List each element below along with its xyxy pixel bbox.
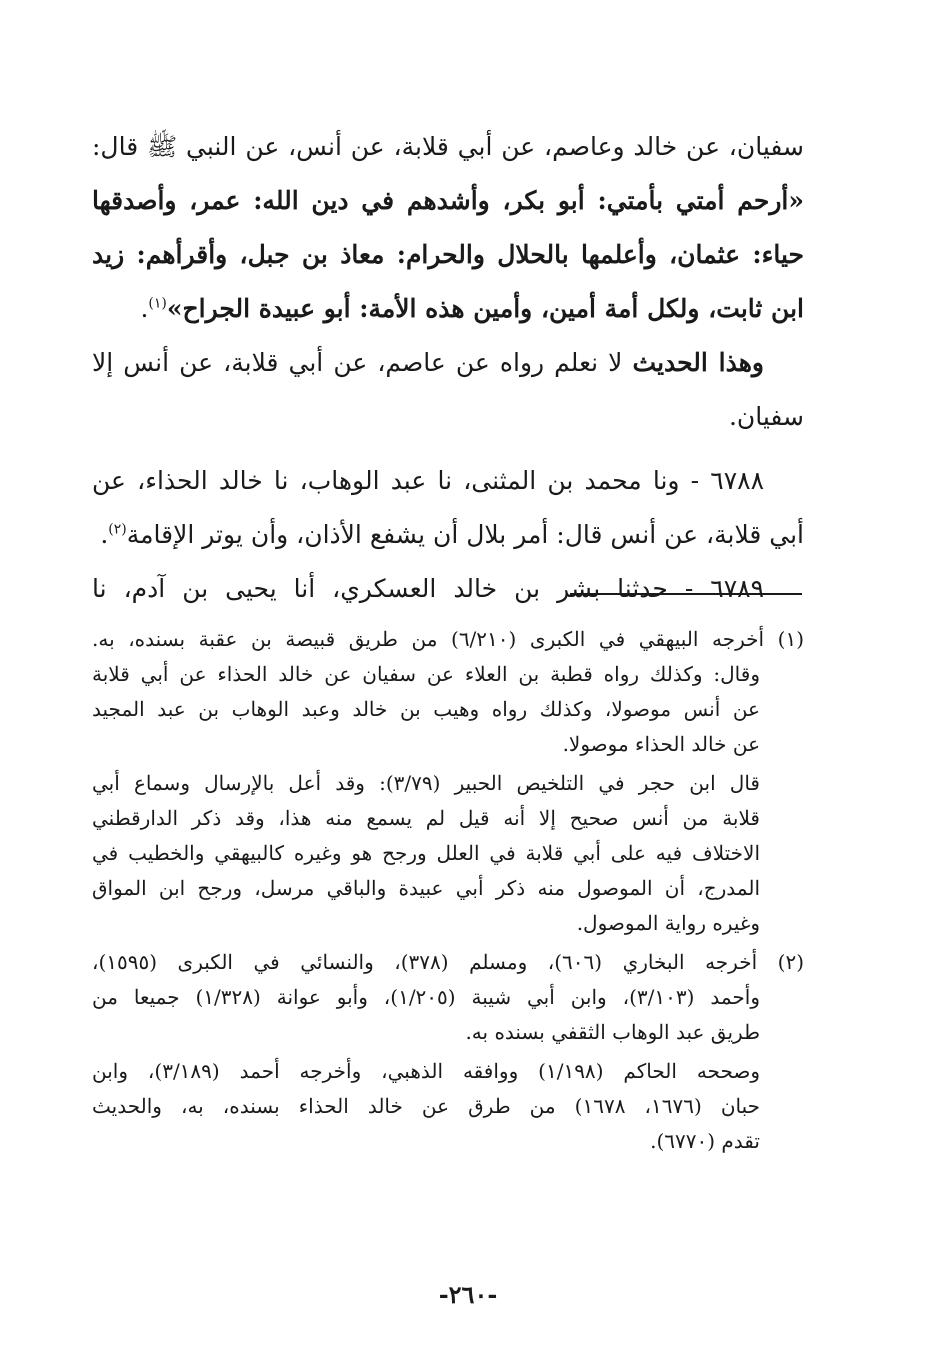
hadith-text-line (92, 282, 804, 336)
footnote-line: وقال: وكذلك رواه قطبة بن العلاء عن سفيان عن خالد الحذاء عن أبي قلابة (92, 662, 760, 686)
footnote-line: (١) أخرجه البيهقي في الكبرى (٦/٢١٠) من طريق قبيصة بن عقبة بسنده، به. (92, 627, 804, 651)
text-line: سفيان. (728, 402, 804, 431)
footnote-line: (٢) أخرجه البخاري (٦٠٦)، ومسلم (٣٧٨)، والنسائي في الكبرى (١٥٩٥)، (92, 950, 804, 974)
isnad-text: أبي قلابة، عن أنس قال: أمر بلال أن يشفع الأذان، وأن يوتر الإقامة (126, 520, 804, 549)
commentary-lead: وهذا الحديث (632, 348, 764, 377)
hadith-number-line: ٦٧٨٩ - حدثنا بشر بن خالد العسكري، أنا يحيى بن آدم، نا (92, 574, 764, 603)
footnote-line: تقدم (٦٧٧٠). (650, 1129, 760, 1153)
footnote-line: وغيره رواية الموصول. (576, 911, 760, 935)
footnote-line: طريق عبد الوهاب الثقفي بسنده به. (465, 1020, 760, 1044)
footnote-line: وصححه الحاكم (١/١٩٨) ووافقه الذهبي، وأخرجه أحمد (٣/١٨٩)، وابن (92, 1059, 761, 1083)
footnote-line: قال ابن حجر في التلخيص الحبير (٣/٧٩): وقد أعل بالإرسال وسماع أبي (92, 771, 760, 795)
commentary-line (92, 336, 804, 390)
footnote-separator (570, 593, 802, 595)
text-line (92, 508, 804, 562)
page-number: -٢٦٠- (438, 1280, 498, 1309)
commentary-text: لا نعلم رواه عن عاصم، عن أبي قلابة، عن أنس إلا (92, 348, 633, 377)
footnote-ref[interactable]: (٢) (108, 521, 127, 538)
footnote-line: حبان (١٦٧٦، ١٦٧٨) من طرق عن خالد الحذاء بسنده، به، والحديث (92, 1094, 761, 1118)
hadith-number-line: ٦٧٨٨ - ونا محمد بن المثنى، نا عبد الوهاب، نا خالد الحذاء، عن (92, 466, 764, 495)
footnote-line: الاختلاف فيه على أبي قلابة في العلل ورجح هو وغيره كالبيهقي والخطيب في (92, 841, 760, 865)
footnote-line: وأحمد (٣/١٠٣)، وابن أبي شيبة (١/٢٠٥)، وأبو عوانة (١/٣٢٨) جميعا من (92, 985, 760, 1009)
footnotes (92, 622, 804, 1159)
punctuation: . (100, 520, 109, 549)
text-line: سفيان، عن خالد وعاصم، عن أبي قلابة، عن أنس، عن النبي ﷺ قال: (92, 132, 804, 161)
footnote-line: عن خالد الحذاء موصولا. (562, 732, 760, 756)
footnote-ref[interactable]: (١) (148, 295, 167, 312)
footnote-line: عن أنس موصولا، وكذلك رواه وهيب بن خالد وعبد الوهاب بن عبد المجيد (92, 697, 760, 721)
footnote-line: المدرج، أن الموصول منه ذكر أبي عبيدة والباقي مرسل، ورجح ابن المواق (92, 876, 760, 900)
punctuation: . (140, 294, 149, 323)
footnote-line: قلابة من أنس صحيح إلا أنه قيل لم يسمع منه هذا، وقد ذكر الدارقطني (92, 806, 760, 830)
hadith-text-line: حياء: عثمان، وأعلمها بالحلال والحرام: معاذ بن جبل، وأقرأهم: زيد (92, 240, 804, 269)
hadith-text-line: «أرحم أمتي بأمتي: أبو بكر، وأشدهم في دين الله: عمر، وأصدقها (92, 186, 804, 215)
main-text (92, 120, 804, 616)
hadith-text: ابن ثابت، ولكل أمة أمين، وأمين هذه الأمة: أبو عبيدة الجراح» (166, 294, 804, 323)
